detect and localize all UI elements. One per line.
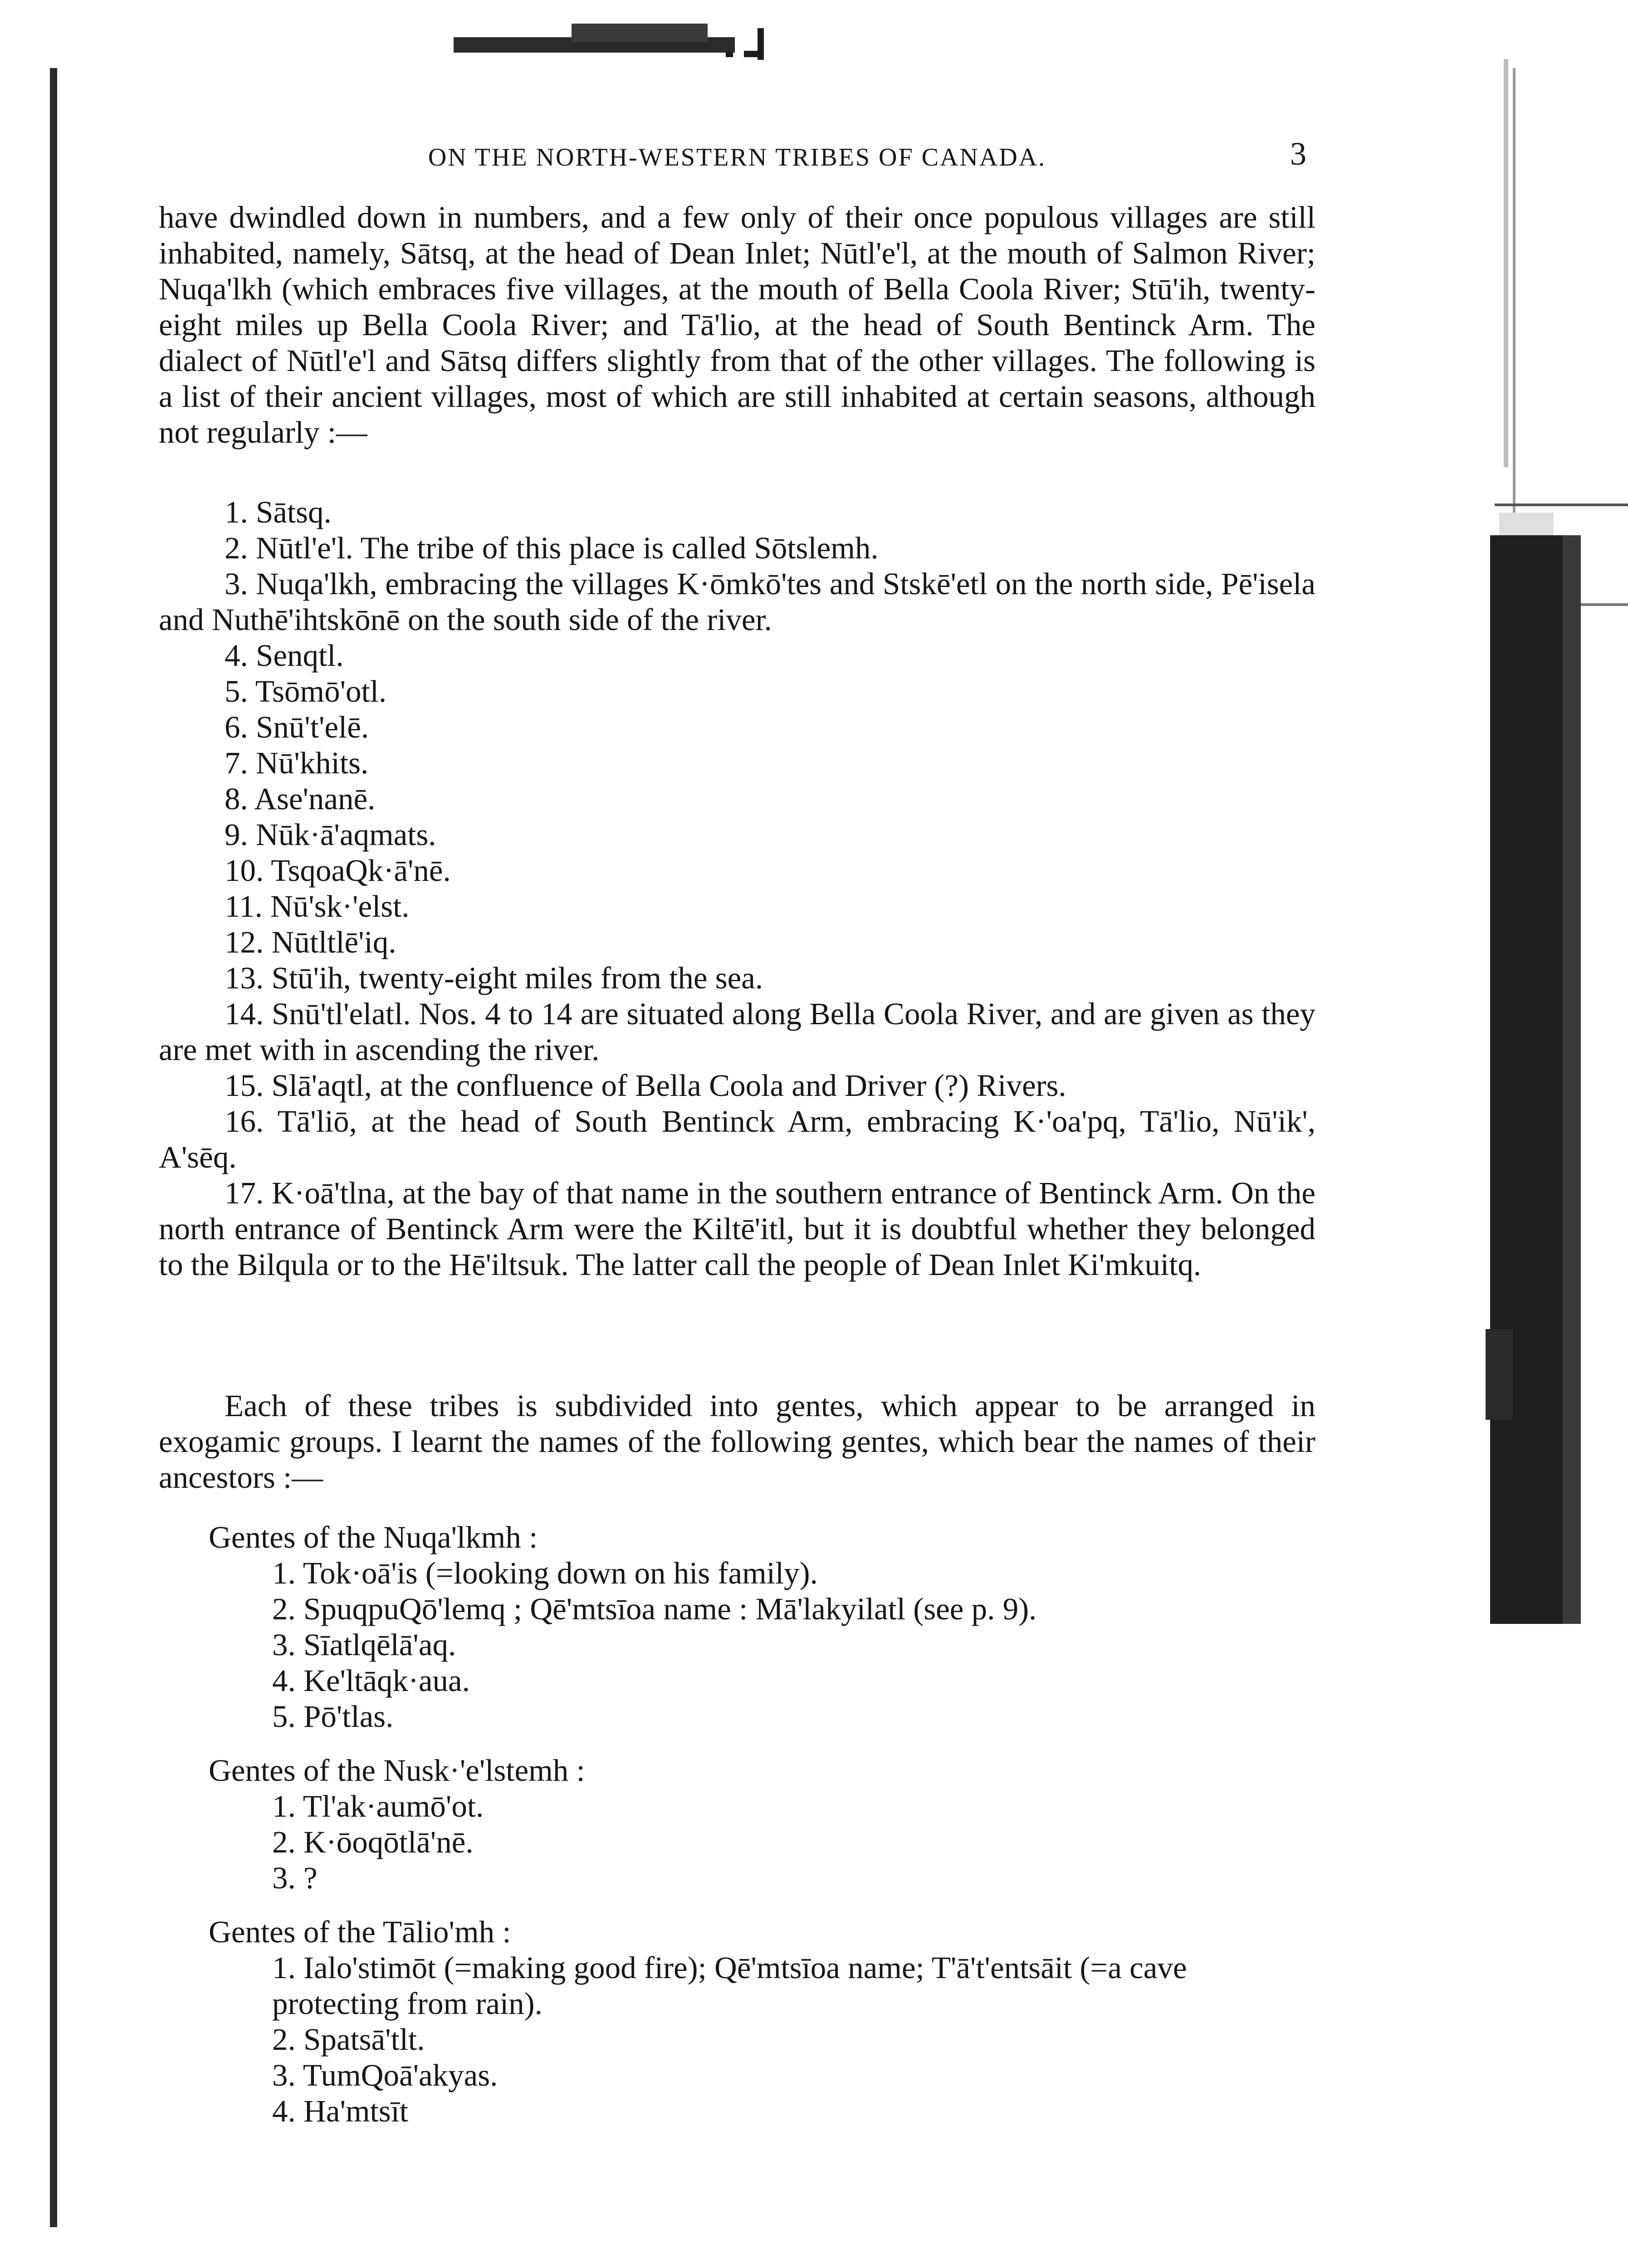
scan-artifact-right-edge xyxy=(1486,59,1628,1647)
list-item: 2. SpuqpuQō'lemq ; Qē'mtsīoa name : Mā'lakyilatl (see p. 9). xyxy=(272,1592,1037,1626)
list-item: 3. Sīatlqēlā'aq. xyxy=(272,1628,456,1662)
list-item: 3. ? xyxy=(272,1861,318,1895)
intro-block xyxy=(159,200,1315,450)
gentes-heading: Gentes of the Nusk·'e'lstemh : xyxy=(209,1753,585,1788)
list-item: 7. Nū'khits. xyxy=(225,746,369,780)
list-item: 3. Nuqa'lkh, embracing the villages K·ōmkō'tes and Stskē'etl on the north side, Pē'isela and Nuthē'ihtskōnē on the south side of the river. xyxy=(159,567,1315,637)
list-item: 2. Nūtl'e'l. The tribe of this place is called Sōtslemh. xyxy=(225,531,879,565)
gentes-heading: Gentes of the Nuqa'lkmh : xyxy=(209,1520,538,1554)
list-item: 1. Tok·oā'is (=looking down on his family). xyxy=(272,1556,818,1590)
list-item: 10. TsqoaQk·ā'nē. xyxy=(225,853,451,888)
list-item: 5. Tsōmō'otl. xyxy=(225,674,387,709)
page-number: 3 xyxy=(1290,136,1306,172)
list-item: 4. Ke'ltāqk·aua. xyxy=(272,1663,470,1698)
gentes-intro-block xyxy=(159,1388,1315,1496)
list-item: 6. Snū't'elē. xyxy=(225,710,369,744)
running-title: ON THE NORTH-WESTERN TRIBES OF CANADA. xyxy=(428,143,1046,171)
list-item: 11. Nū'sk·'elst. xyxy=(225,889,410,924)
intro-paragraph: have dwindled down in numbers, and a few only of their once populous villages are still inhabited, namely, Sātsq, at the head of Dean Inlet; Nūtl'e'l, at the mouth of Salmon River; Nuqa'lkh (which embraces five villages, at the mouth of Bella Coola River; Stū'ih, twenty-eight miles up Bella Coola River; and Tā'lio, at the head of South Bentinck Arm. The dialect of Nūtl'e'l and Sātsq differs slightly from that of the other villages. The following is a list of their ancient villages, most of which are still inhabited at certain seasons, although not regularly :— xyxy=(159,200,1315,450)
list-item: 9. Nūk·ā'aqmats. xyxy=(225,817,436,852)
list-item: 8. Ase'nanē. xyxy=(225,782,376,816)
list-item: 17. K·oā'tlna, at the bay of that name in the southern entrance of Bentinck Arm. On the north entrance of Bentinck Arm were the Kiltē'itl, but it is doubtful whether they belonged to the Bilqula or to the Hē'iltsuk. The latter call the people of Dean Inlet Ki'mkuitq. xyxy=(159,1176,1315,1282)
list-item: 4. Senqtl. xyxy=(225,638,344,673)
list-item: 1. Tl'ak·aumō'ot. xyxy=(272,1789,484,1823)
document-page xyxy=(159,136,1315,2268)
list-item: 2. Spatsā'tlt. xyxy=(272,2022,425,2057)
gentes-heading: Gentes of the Tālio'mh : xyxy=(209,1915,511,1949)
list-item: 1. Ialo'stimōt (=making good fire); Qē'mtsīoa name; T'ā't'entsāit (=a cave protecting from rain). xyxy=(272,1950,1187,2021)
list-item: 12. Nūtltlē'iq. xyxy=(225,925,396,959)
scan-artifact-left-bar xyxy=(50,68,57,2227)
list-item: 16. Tā'liō, at the head of South Bentinck Arm, embracing K·'oa'pq, Tā'lio, Nū'ik', A'sēq. xyxy=(159,1104,1315,1174)
list-item: 5. Pō'tlas. xyxy=(272,1699,394,1734)
list-item: 14. Snū'tl'elatl. Nos. 4 to 14 are situated along Bella Coola River, and are given as they are met with in ascending the river. xyxy=(159,997,1315,1067)
scan-artifact-top xyxy=(454,10,780,64)
list-item: 2. K·ōoqōtlā'nē. xyxy=(272,1825,474,1859)
running-header xyxy=(159,136,1315,172)
list-item: 4. Ha'mtsīt xyxy=(272,2094,408,2128)
village-list xyxy=(159,494,1315,1283)
gentes-section xyxy=(159,1520,1315,2129)
list-item: 15. Slā'aqtl, at the confluence of Bella Coola and Driver (?) Rivers. xyxy=(225,1068,1066,1103)
list-item: 13. Stū'ih, twenty-eight miles from the sea. xyxy=(225,961,763,995)
list-item: 3. TumQoā'akyas. xyxy=(272,2058,498,2092)
gentes-paragraph: Each of these tribes is subdivided into gentes, which appear to be arranged in exogamic groups. I learnt the names of the following gentes, which bear the names of their ancestors :— xyxy=(159,1388,1315,1495)
list-item: 1. Sātsq. xyxy=(225,495,332,529)
